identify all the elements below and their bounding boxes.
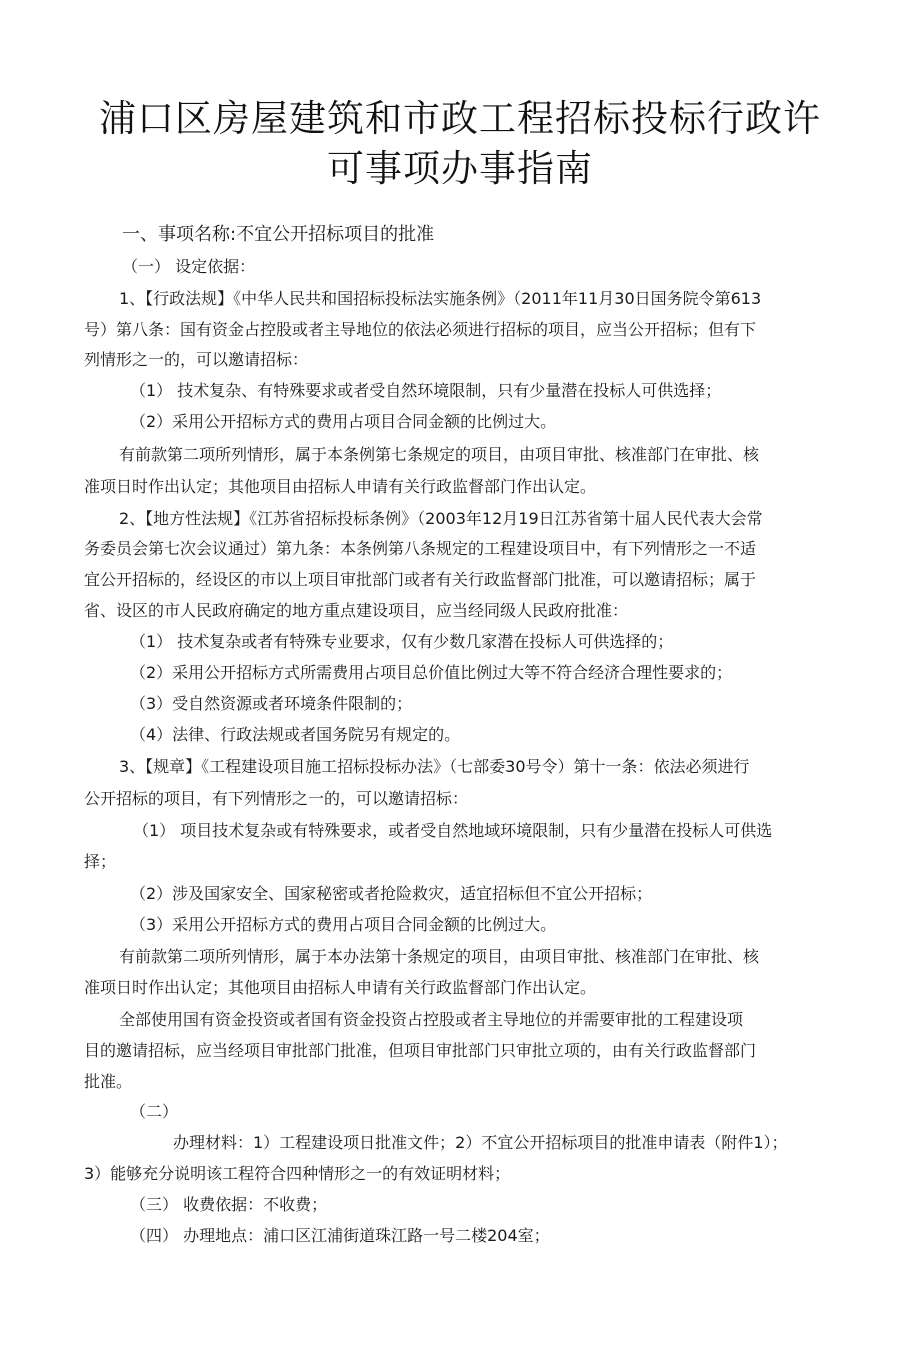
subsection-basis: （一） 设定依据： (122, 257, 256, 276)
paragraph-line: 目的邀请招标，应当经项目审批部门批准，但项目审批部门只审批立项的，由有关行政监督部门 (84, 1041, 757, 1060)
paragraph-line: 准项日时作出认定；其他项目由招标人申请有关行政监督部门作出认定。 (84, 477, 597, 496)
paragraph-line: 3）能够充分说明该工程符合四种情形之一的有效证明材料； (84, 1164, 511, 1183)
subsection-fee: （三） 收费依据：不收费； (130, 1195, 328, 1214)
list-item: （3）受自然资源或者环境条件限制的； (130, 694, 413, 713)
list-item: （1） 项目技术复杂或有特殊要求，或者受自然地域环境限制，只有少量潜在投标人可供选 (133, 821, 773, 840)
paragraph-line: 办理材料：1）工程建设项日批准文件；2）不宜公开招标项目的批准申请表（附件1）； (173, 1133, 788, 1152)
paragraph-line: 号）第八条：国有资金占控股或者主导地位的依法必须进行招标的项目，应当公开招标；但有下 (84, 320, 757, 339)
subsection-location: （四） 办理地点：浦口区江浦街道珠江路一号二楼204室； (130, 1226, 550, 1245)
paragraph-line: 择； (84, 852, 117, 871)
paragraph-line: 全部使用国有资金投资或者国有资金投资占控股或者主导地位的并需要审批的工程建设项 (119, 1010, 744, 1029)
paragraph-line: 有前款第二项所列情形，属于本办法第十条规定的项目，由项目审批、核准部门在审批、核 (119, 947, 760, 966)
list-item: （2）涉及国家安全、国家秘密或者抢险救灾，适宜招标但不宜公开招标； (130, 884, 653, 903)
paragraph-line: 准项日时作出认定；其他项目由招标人申请有关行政监督部门作出认定。 (84, 978, 597, 997)
list-item: （3）采用公开招标方式的费用占项目合同金额的比例过大。 (130, 915, 557, 934)
document-title-line-2: 可事项办事指南 (327, 147, 593, 190)
paragraph-line: 1、【行政法规】《中华人民共和国招标投标法实施条例》（2011年11月30日国务院令第613 (119, 289, 762, 308)
section-heading-item-name: 一、事项名称:不宜公开招标项目的批准 (122, 224, 435, 245)
paragraph-line: 务委员会第七次会议通过）第九条：本条例第八条规定的工程建设项目中，有下列情形之一不适 (84, 539, 757, 558)
paragraph-line: 2、【地方性法规】《江苏省招标投标条例》（2003年12月19日江苏省第十届人民代表大会常 (119, 509, 763, 528)
list-item: （4）法律、行政法规或者国务院另有规定的。 (130, 725, 461, 744)
list-item: （1） 技术复杂或者有特殊专业要求，仅有少数几家潜在投标人可供选择的； (130, 632, 674, 651)
paragraph-line: 批准。 (84, 1072, 133, 1091)
list-item: （2）采用公开招标方式所需费用占项目总价值比例过大等不符合经济合理性要求的； (130, 663, 733, 682)
paragraph-line: 省、设区的市人民政府确定的地方重点建设项目，应当经同级人民政府批准： (84, 601, 629, 620)
paragraph-line: 列情形之一的，可以邀请招标： (84, 350, 309, 369)
list-item: （1） 技术复杂、有特殊要求或者受自然环境限制，只有少量潜在投标人可供选择； (130, 381, 722, 400)
paragraph-line: 有前款第二项所列情形，属于本条例第七条规定的项目，由项目审批、核准部门在审批、核 (119, 445, 760, 464)
subsection-materials: （二） (130, 1102, 179, 1121)
document-title-line-1: 浦口区房屋建筑和市政工程招标投标行政许 (99, 97, 821, 140)
paragraph-line: 宜公开招标的，经设区的市以上项目审批部门或者有关行政监督部门批准，可以邀请招标；属于 (84, 570, 757, 589)
list-item: （2）采用公开招标方式的费用占项目合同金额的比例过大。 (130, 412, 557, 431)
paragraph-line: 3、【规章】《工程建设项目施工招标投标办法》（七部委30号令）第十一条：依法必须进行 (119, 757, 750, 776)
paragraph-line: 公开招标的项目，有下列情形之一的，可以邀请招标： (84, 789, 469, 808)
